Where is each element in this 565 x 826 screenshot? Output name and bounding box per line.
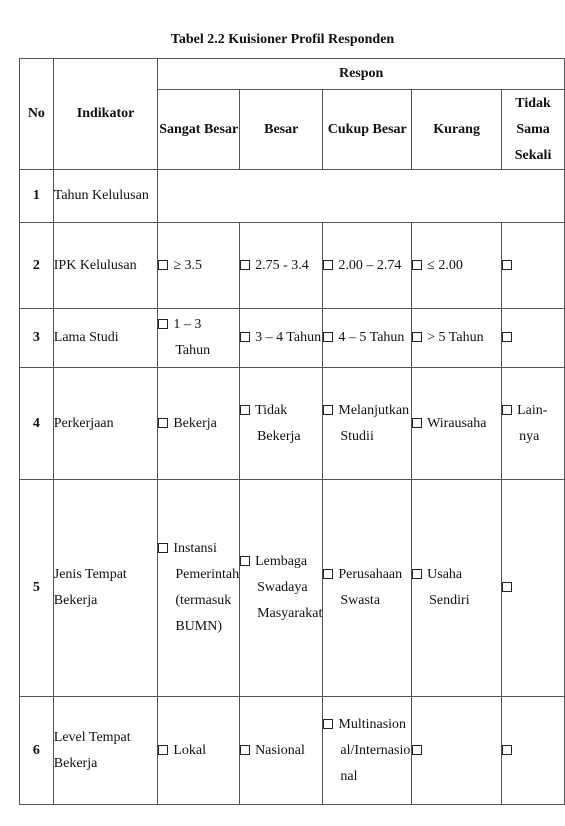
checkbox-icon[interactable] — [240, 745, 250, 755]
option-label: Instansi Pemerintah (termasuk BUMN) — [173, 541, 240, 634]
option-cell[interactable] — [412, 697, 502, 805]
option-label: Usaha Sendiri — [427, 567, 470, 608]
option-cell[interactable] — [412, 223, 502, 309]
option-label: Wirausaha — [427, 415, 487, 431]
checkbox-icon[interactable] — [158, 418, 168, 428]
option-cell[interactable] — [158, 697, 240, 805]
option-cell[interactable] — [240, 309, 323, 368]
option-cell[interactable] — [502, 309, 565, 368]
row-indikator: IPK Kelulusan — [53, 223, 158, 309]
checkbox-icon[interactable] — [502, 745, 512, 755]
table-row — [20, 480, 565, 697]
checkbox-icon[interactable] — [502, 582, 512, 592]
option-label: > 5 Tahun — [427, 330, 484, 345]
profile-table — [19, 58, 565, 805]
option-label: 2.75 - 3.4 — [255, 257, 309, 273]
checkbox-icon[interactable] — [412, 569, 422, 579]
checkbox-icon[interactable] — [323, 569, 333, 579]
option-cell[interactable] — [502, 368, 565, 480]
option-cell[interactable] — [240, 480, 323, 697]
header-besar: Besar — [240, 90, 323, 170]
option-label: Melanjutkan Studii — [338, 402, 410, 444]
row-indikator: Lama Studi — [53, 309, 158, 368]
table-row — [20, 697, 565, 805]
row-number: 1 — [20, 170, 54, 223]
option-label: 2.00 – 2.74 — [338, 257, 402, 273]
option-cell[interactable] — [240, 697, 323, 805]
option-cell[interactable] — [158, 480, 240, 697]
option-label: Nasional — [255, 742, 305, 758]
option-cell[interactable] — [323, 223, 412, 309]
response-blank — [158, 170, 565, 223]
option-cell[interactable] — [412, 480, 502, 697]
option-label: Multinasional/Internasional — [338, 716, 411, 784]
header-no: No — [20, 59, 54, 170]
table-row — [20, 223, 565, 309]
option-cell[interactable] — [323, 697, 412, 805]
header-respon: Respon — [158, 59, 565, 90]
option-cell[interactable] — [240, 368, 323, 480]
row-number: 5 — [20, 480, 54, 697]
option-label: Tidak Bekerja — [255, 402, 301, 444]
checkbox-icon[interactable] — [412, 745, 422, 755]
checkbox-icon[interactable] — [412, 332, 422, 342]
row-indikator: Jenis Tempat Bekerja — [53, 480, 158, 697]
option-cell[interactable] — [158, 223, 240, 309]
option-label: Lain-nya — [517, 402, 548, 444]
row-number: 4 — [20, 368, 54, 480]
checkbox-icon[interactable] — [502, 332, 512, 342]
row-indikator: Level Tempat Bekerja — [53, 697, 158, 805]
checkbox-icon[interactable] — [323, 405, 333, 415]
row-indikator: Perkerjaan — [53, 368, 158, 480]
checkbox-icon[interactable] — [240, 556, 250, 566]
option-cell[interactable] — [502, 480, 565, 697]
header-tidak-sama-sekali: Tidak Sama Sekali — [502, 90, 565, 170]
option-label: Bekerja — [173, 415, 217, 431]
table-row — [20, 309, 565, 368]
checkbox-icon[interactable] — [323, 260, 333, 270]
checkbox-icon[interactable] — [502, 260, 512, 270]
row-indikator: Tahun Kelulusan — [53, 170, 158, 223]
option-label: ≤ 2.00 — [427, 257, 463, 273]
header-indikator: Indikator — [53, 59, 158, 170]
option-cell[interactable] — [323, 368, 412, 480]
table-title: Tabel 2.2 Kuisioner Profil Responden — [170, 32, 395, 47]
checkbox-icon[interactable] — [158, 260, 168, 270]
row-number: 3 — [20, 309, 54, 368]
checkbox-icon[interactable] — [323, 332, 333, 342]
option-cell[interactable] — [323, 309, 412, 368]
checkbox-icon[interactable] — [240, 405, 250, 415]
option-label: Perusahaan Swasta — [338, 567, 403, 608]
header-kurang: Kurang — [412, 90, 502, 170]
header-sangat-besar: Sangat Besar — [158, 90, 240, 170]
option-label: ≥ 3.5 — [173, 257, 202, 273]
checkbox-icon[interactable] — [240, 332, 250, 342]
option-cell[interactable] — [412, 309, 502, 368]
checkbox-icon[interactable] — [412, 418, 422, 428]
option-label: 3 – 4 Tahun — [255, 330, 322, 345]
table-row — [20, 368, 565, 480]
table-row — [20, 170, 565, 223]
option-cell[interactable] — [412, 368, 502, 480]
option-label: 1 – 3 Tahun — [173, 317, 211, 358]
option-cell[interactable] — [502, 697, 565, 805]
checkbox-icon[interactable] — [158, 543, 168, 553]
header-cukup-besar: Cukup Besar — [323, 90, 412, 170]
checkbox-icon[interactable] — [323, 719, 333, 729]
option-label: 4 – 5 Tahun — [338, 330, 405, 345]
option-cell[interactable] — [158, 309, 240, 368]
checkbox-icon[interactable] — [240, 260, 250, 270]
checkbox-icon[interactable] — [158, 745, 168, 755]
option-cell[interactable] — [158, 368, 240, 480]
option-cell[interactable] — [240, 223, 323, 309]
option-label: Lembaga Swadaya Masyarakat — [255, 554, 323, 621]
checkbox-icon[interactable] — [502, 405, 512, 415]
checkbox-icon[interactable] — [412, 260, 422, 270]
row-number: 2 — [20, 223, 54, 309]
option-cell[interactable] — [323, 480, 412, 697]
checkbox-icon[interactable] — [158, 319, 168, 329]
row-number: 6 — [20, 697, 54, 805]
option-label: Lokal — [173, 742, 206, 758]
option-cell[interactable] — [502, 223, 565, 309]
